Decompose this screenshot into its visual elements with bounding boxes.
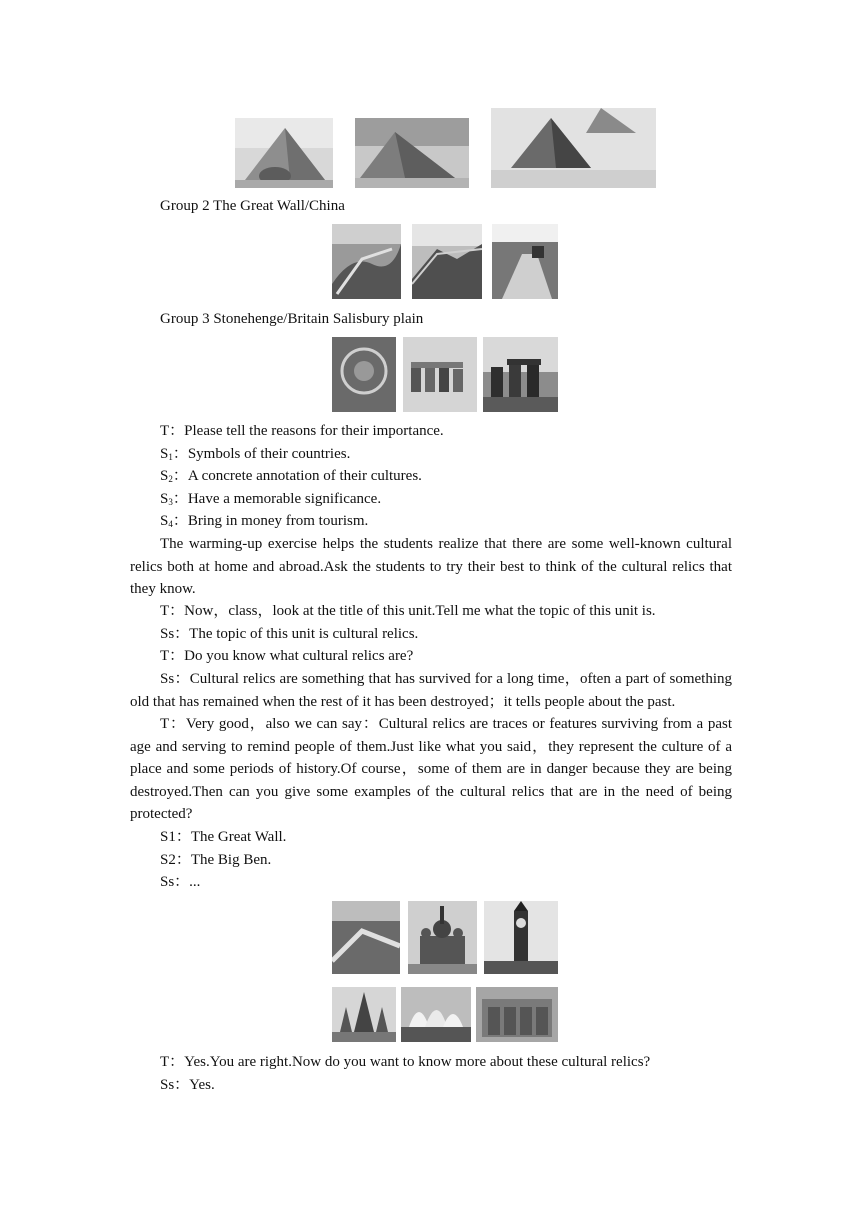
warming-up-paragraph: The warming-up exercise helps the students realize that there are some well-known cultural relics both at home and abroad.Ask the students to try their best to think of the cultural relics that they know. [130,536,732,597]
stonehenge-aerial-photo [332,337,396,412]
dialogue-line-ss-ellipsis: Ss：... [160,874,201,890]
dialogue-line-ss-1: Ss：The topic of this unit is cultural relics. [160,626,419,642]
dialogue-para-t-definition: T：Very good，also we can say：Cultural relics are traces or features surviving from a past age and serving to remind people of them.Just like what you said，they represent the culture of a place and some periods of history.Of course，some of them are in danger because they are being destroyed.Then can you give some examples of the cultural relics that are in the need of being protected? [130,716,732,822]
pyramid-sphinx-photo [235,118,333,188]
dialogue-line-t-1: T：Please tell the reasons for their importance. [160,423,444,439]
dialogue-line-s4: $S_4$：Bring in money from tourism. [160,513,369,529]
pyramid-aerial-photo [491,108,656,188]
dialogue-line-s2-big-ben: S2：The Big Ben. [160,852,272,868]
dialogue-line-ss-final: Ss：Yes. [160,1077,215,1093]
dialogue-line-t-final: T：Yes.You are right.Now do you want to know more about these cultural relics? [160,1054,651,1070]
dialogue-line-s3: $S_3$：Have a memorable significance. [160,491,382,507]
group-2-heading: Group 2 The Great Wall/China [160,198,345,214]
dialogue-line-t-2: T：Now，class，look at the title of this unit.Tell me what the topic of this unit is. [160,603,656,619]
dialogue-line-t-3: T：Do you know what cultural relics are? [160,648,414,664]
stonehenge-photo [483,337,558,412]
relic-temple-photo [332,987,396,1042]
pyramid-desert-photo [355,118,469,188]
great-wall-photo-3 [492,224,558,299]
group-3-heading: Group 3 Stonehenge/Britain Salisbury plain [160,311,424,327]
relic-big-ben-photo [484,901,558,974]
relic-cathedral-photo [408,901,477,974]
stonehenge-model-photo [403,337,477,412]
dialogue-para-ss-definition: Ss：Cultural relics are something that has survived for a long time，often a part of something old that has remained when the rest of it has been destroyed；it tells people about the past. [130,671,732,710]
relic-opera-house-photo [401,987,471,1042]
relic-great-wall-photo [332,901,400,974]
dialogue-line-s1-great-wall: S1：The Great Wall. [160,829,287,845]
great-wall-photo-1 [332,224,401,299]
relic-abu-simbel-photo [476,987,558,1042]
great-wall-photo-2 [412,224,482,299]
speaker-label: T： [160,423,185,439]
dialogue-line-s2: $S_2$：A concrete annotation of their cultures. [160,468,422,484]
dialogue-line-s1: $S_1$：Symbols of their countries. [160,446,351,462]
